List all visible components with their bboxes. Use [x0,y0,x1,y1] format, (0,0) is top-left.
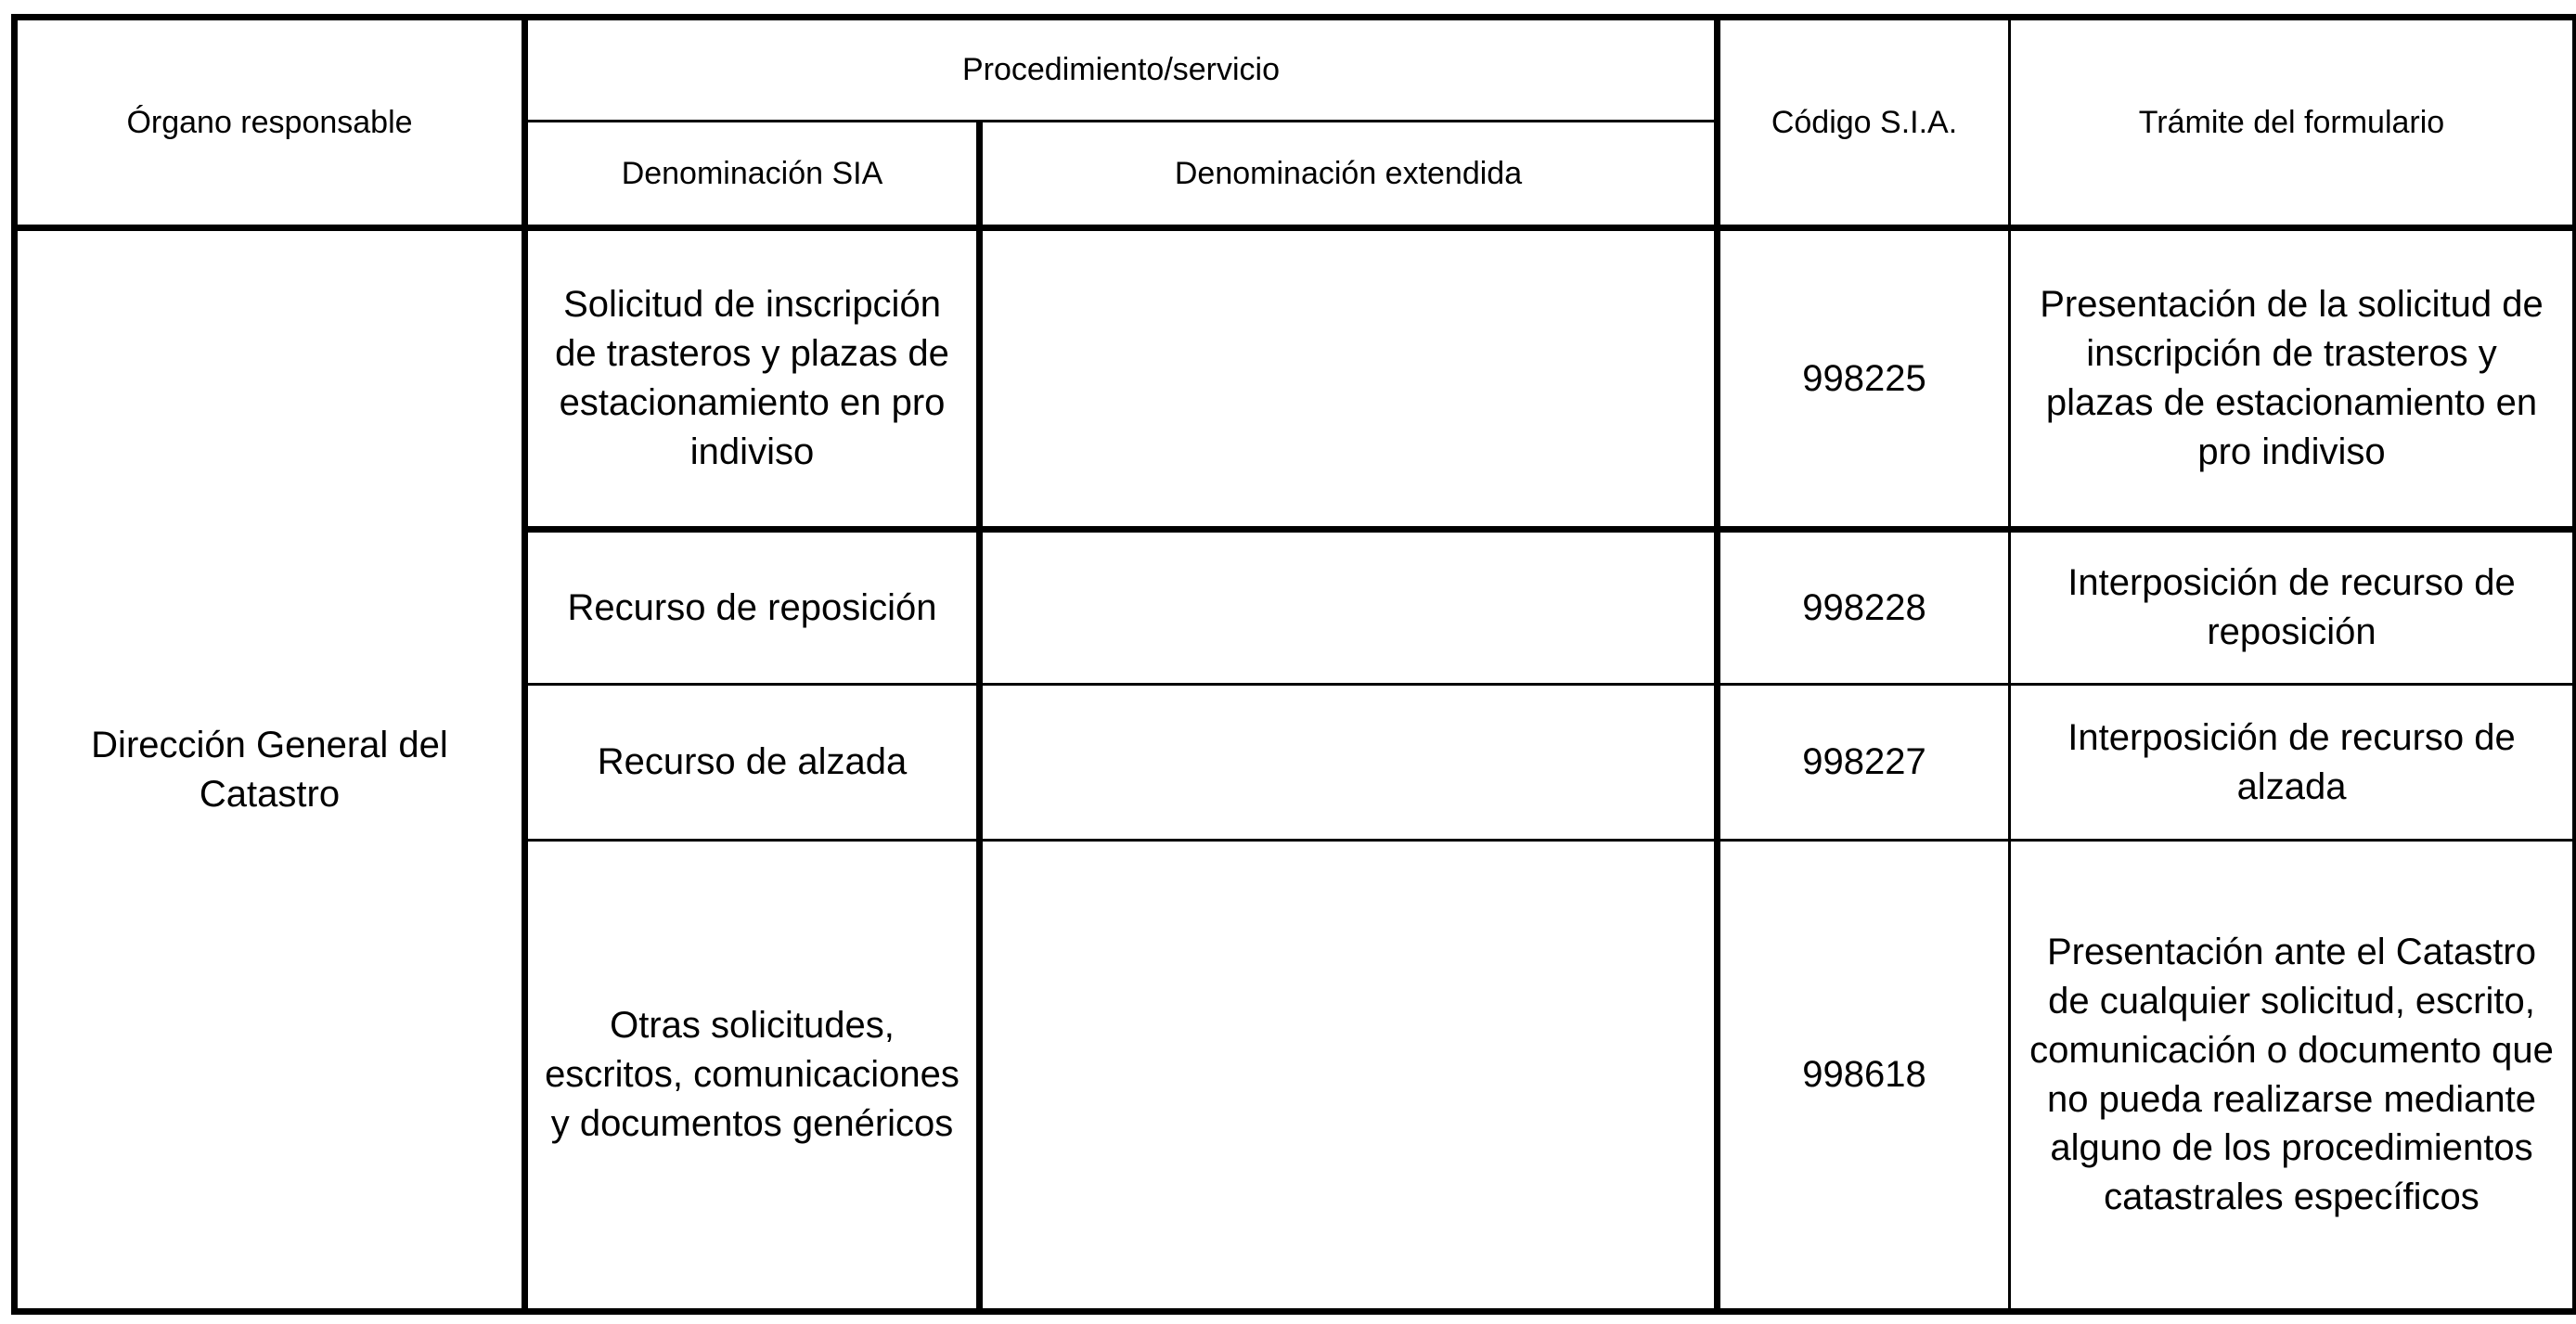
codigo-sia-cell: 998225 [1718,228,2010,530]
header-denominacion-sia: Denominación SIA [525,122,980,228]
tramite-cell: Interposición de recurso de reposición [2010,530,2576,685]
tramite-cell: Interposición de recurso de alzada [2010,685,2576,841]
header-organo-responsable: Órgano responsable [15,18,525,228]
denominacion-extendida-cell [980,841,1718,1312]
header-tramite-formulario: Trámite del formulario [2010,18,2576,228]
denominacion-sia-cell: Solicitud de inscripción de trasteros y plazas de estacionamiento en pro indiviso [525,228,980,530]
denominacion-extendida-cell [980,530,1718,685]
codigo-sia-cell: 998227 [1718,685,2010,841]
tramite-cell: Presentación de la solicitud de inscripción de trasteros y plazas de estacionamiento en pro indiviso [2010,228,2576,530]
denominacion-sia-cell: Otras solicitudes, escritos, comunicaciones y documentos genéricos [525,841,980,1312]
header-row-1 [15,18,2576,122]
codigo-sia-cell: 998228 [1718,530,2010,685]
denominacion-extendida-cell [980,685,1718,841]
header-codigo-sia: Código S.I.A. [1718,18,2010,228]
tramite-cell: Presentación ante el Catastro de cualquier solicitud, escrito, comunicación o documento que no pueda realizarse mediante alguno de los procedimientos catastrales específicos [2010,841,2576,1312]
denominacion-extendida-cell [980,228,1718,530]
denominacion-sia-cell: Recurso de reposición [525,530,980,685]
organo-responsable-cell: Dirección General del Catastro [15,228,525,1312]
header-denominacion-extendida: Denominación extendida [980,122,1718,228]
denominacion-sia-cell: Recurso de alzada [525,685,980,841]
procedures-table [11,14,2576,1315]
header-procedimiento-servicio: Procedimiento/servicio [525,18,1718,122]
codigo-sia-cell: 998618 [1718,841,2010,1312]
table-row [15,228,2576,530]
